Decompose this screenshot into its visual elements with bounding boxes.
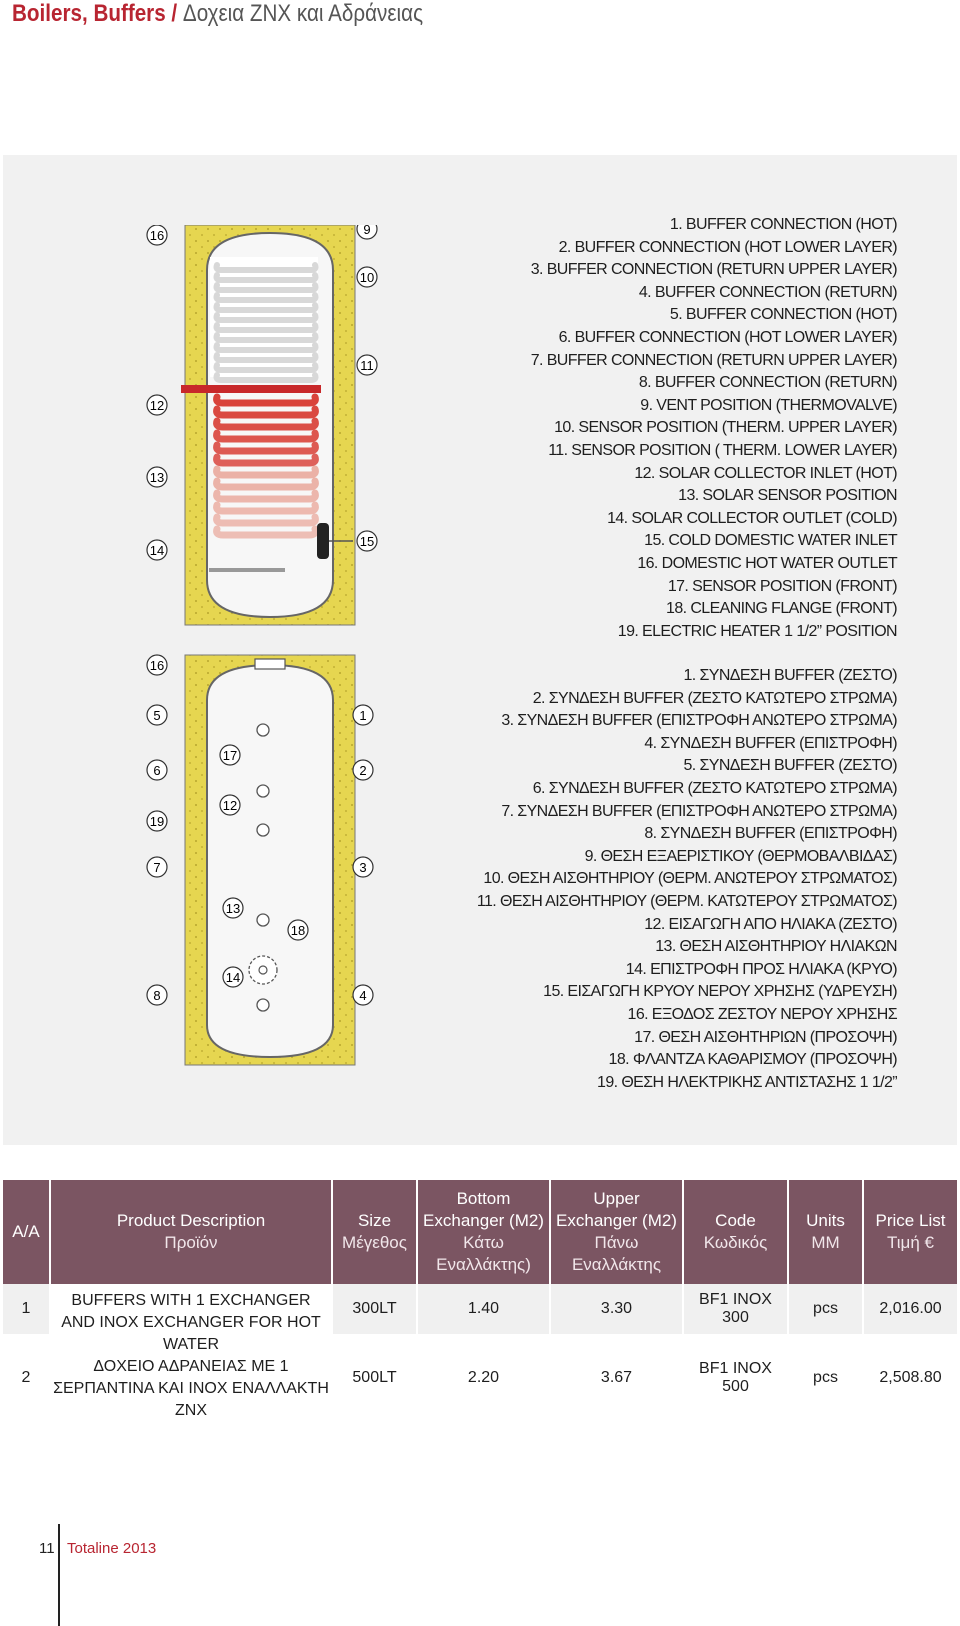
callout-label: 11 [360,358,374,373]
callout-2 [353,760,373,780]
header-row [3,1180,957,1284]
callout-label: 18 [290,923,306,938]
header-label-greek: Τιμή € [887,1233,934,1252]
callout-12-top [147,395,167,415]
header-label: Code [715,1211,756,1230]
legend-item: 16. ΕΞΟΔΟΣ ΖΕΣΤΟΥ ΝΕΡΟΥ ΧΡΗΣΗΣ [627,1005,897,1023]
legend-item: 14. SOLAR COLLECTOR OUTLET (COLD) [607,509,897,527]
callout-label: 16 [149,228,165,243]
legend-item: 4. ΣΥΝΔΕΣΗ BUFFER (ΕΠΙΣΤΡΟΦΗ) [644,734,897,752]
callout-3 [353,857,373,877]
callout-14-top [147,540,167,560]
callout-label: 4 [359,988,367,1003]
cell-aa: 2 [3,1334,49,1422]
callout-12-bottom [220,795,240,815]
callout-label: 9 [363,225,371,237]
callout-label: 2 [359,763,367,778]
legend-greek [477,665,897,1094]
callout-1 [353,705,373,725]
header-label-greek: Προϊόν [164,1233,218,1252]
callout-9 [357,225,377,239]
legend-item: 2. ΣΥΝΔΕΣΗ BUFFER (ΖΕΣΤΟ ΚΑΤΩΤΕΡΟ ΣΤΡΩΜΑ) [532,689,897,707]
callout-7 [147,857,167,877]
table-header [3,1180,957,1284]
callout-label: 5 [153,708,161,723]
legend-item: 5. BUFFER CONNECTION (HOT) [669,306,897,324]
callout-16-top [147,225,167,245]
page-title [12,0,423,28]
cold-inlet-bulb [317,523,329,559]
header-bottom-exchanger [416,1180,549,1284]
header-label: A/A [12,1222,40,1241]
footer-divider [58,1524,60,1626]
cell-code: BF1 INOX 500 [682,1334,787,1422]
callout-18 [288,920,308,940]
footer-brand: Totaline 2013 [67,1540,157,1557]
legend-item: 7. BUFFER CONNECTION (RETURN UPPER LAYER) [530,351,897,369]
callout-label: 19 [149,814,165,829]
legend-item: 17. SENSOR POSITION (FRONT) [667,577,897,595]
legend-item: 11. ΘΕΣΗ ΑΙΣΘΗΤΗΡΙΟΥ (ΘΕΡΜ. ΚΑΤΩΤΕΡΟΥ ΣΤΡΩΜΑΤΟΣ) [476,892,897,910]
legend-item: 19. ELECTRIC HEATER 1 1/2” POSITION [617,622,897,640]
callout-4 [353,985,373,1005]
buffer-tank-diagram [145,225,405,1080]
header-label-greek: Πάνω Εναλλάκτης [571,1233,662,1274]
callout-label: 10 [359,270,375,285]
callout-label: 13 [225,901,241,916]
callout-label: 1 [359,708,367,723]
cell-size: 500LT [331,1334,416,1422]
legend-item: 1. ΣΥΝΔΕΣΗ BUFFER (ΖΕΣΤΟ) [683,667,897,684]
cell-units: pcs [787,1284,862,1334]
header-label: Bottom Exchanger (M2) [423,1189,544,1230]
legend-item: 17. ΘΕΣΗ ΑΙΣΘΗΤΗΡΙΩΝ (ΠΡΟΣΟΨΗ) [634,1028,897,1046]
cell-upper-exchanger: 3.67 [549,1334,682,1422]
legend-item: 14. ΕΠΙΣΤΡΟΦΗ ΠΡΟΣ ΗΛΙΑΚΑ (ΚΡΥΟ) [625,960,897,978]
legend-item: 12. ΕΙΣΑΓΩΓΗ ΑΠΟ ΗΛΙΑΚΑ (ΖΕΣΤΟ) [644,915,897,933]
callout-label: 6 [153,763,161,778]
callout-label: 15 [359,534,375,549]
callout-19 [147,811,167,831]
legend-item: 5. ΣΥΝΔΕΣΗ BUFFER (ΖΕΣΤΟ) [683,757,897,775]
title-greek: Δοχεια ΖΝΧ και Αδράνειας [182,0,424,27]
legend-item: 8. BUFFER CONNECTION (RETURN) [638,374,897,392]
callout-label: 12 [222,798,238,813]
header-label: Product Description [116,1211,266,1230]
header-size [331,1180,416,1284]
callout-label: 3 [359,860,367,875]
header-description [49,1180,331,1284]
price-table [3,1180,957,1422]
lower-coil [217,397,316,535]
legend-item: 9. ΘΕΣΗ ΕΞΑΕΡΙΣΤΙΚΟΥ (ΘΕΡΜΟΒΑΛΒΙΔΑΣ) [584,847,897,865]
legend-item: 19. ΘΕΣΗ ΗΛΕΚΤΡΙΚΗΣ ΑΝΤΙΣΤΑΣΗΣ 1 1/2” [597,1073,897,1091]
title-english: Boilers, Buffers [12,0,166,27]
header-label-greek: Μέγεθος [342,1233,407,1252]
header-label: Size [357,1211,392,1230]
legend-item: 13. ΘΕΣΗ ΑΙΣΘΗΤΗΡΙΟΥ ΗΛΙΑΚΩΝ [655,938,897,956]
header-label: Price List [875,1211,946,1230]
legend-item: 3. ΣΥΝΔΕΣΗ BUFFER (ΕΠΙΣΤΡΟΦΗ ΑΝΩΤΕΡΟ ΣΤΡΩΜΑ) [501,712,897,730]
legend-item: 4. BUFFER CONNECTION (RETURN) [638,283,897,301]
callout-16-bottom [147,655,167,675]
description-english: BUFFERS WITH 1 EXCHANGER AND INOX EXCHANGER FOR HOT WATER [61,1292,321,1353]
legend-item: 11. SENSOR POSITION ( THERM. LOWER LAYER) [548,441,897,459]
header-units [787,1180,862,1284]
lower-tank [147,655,373,1065]
legend-item: 2. BUFFER CONNECTION (HOT LOWER LAYER) [558,238,897,256]
title-separator: / [165,0,183,27]
legend-item: 9. VENT POSITION (THERMOVALVE) [640,396,897,414]
callout-label: 8 [153,988,161,1003]
upper-tank [147,225,377,625]
legend-item: 8. ΣΥΝΔΕΣΗ BUFFER (ΕΠΙΣΤΡΟΦΗ) [644,825,897,843]
cell-units: pcs [787,1334,862,1422]
header-aa [3,1180,49,1284]
callout-17 [220,745,240,765]
callout-label: 14 [149,543,165,558]
lower-tank-body [207,665,333,1057]
legend-item: 15. ΕΙΣΑΓΩΓΗ ΚΡΥΟΥ ΝΕΡΟΥ ΧΡΗΣΗΣ (ΥΔΡΕΥΣΗ) [543,983,897,1001]
cell-price: 2,016.00 [862,1284,957,1334]
header-label: Units [806,1211,845,1230]
callout-6 [147,760,167,780]
callout-5 [147,705,167,725]
callout-13-top [147,467,167,487]
legend-item: 18. ΦΛΑΝΤΖΑ ΚΑΘΑΡΙΣΜΟΥ (ΠΡΟΣΟΨΗ) [608,1051,897,1069]
legend-item: 13. SOLAR SENSOR POSITION [678,487,897,505]
callout-15 [357,531,377,551]
cell-description [49,1284,331,1422]
hot-inlet-pipe [181,385,321,393]
callout-label: 14 [225,970,241,985]
callout-11 [357,355,377,375]
legend-item: 10. SENSOR POSITION (THERM. UPPER LAYER) [554,419,897,437]
header-label-greek: Κωδικός [703,1233,768,1252]
cell-upper-exchanger: 3.30 [549,1284,682,1334]
header-label-greek: MM [811,1233,840,1252]
legend-item: 6. BUFFER CONNECTION (HOT LOWER LAYER) [558,328,897,346]
header-label: Upper Exchanger (M2) [556,1189,677,1230]
callout-label: 16 [149,658,165,673]
cell-bottom-exchanger: 2.20 [416,1334,549,1422]
legend-item: 18. CLEANING FLANGE (FRONT) [666,600,897,618]
callout-10 [357,267,377,287]
legend-item: 10. ΘΕΣΗ ΑΙΣΘΗΤΗΡΙΟΥ (ΘΕΡΜ. ΑΝΩΤΕΡΟΥ ΣΤΡΩΜΑΤΟΣ) [483,870,897,888]
description-greek: ΔΟΧΕΙΟ ΑΔΡΑΝΕΙΑΣ ΜΕ 1 ΣΕΡΠΑΝΤΙΝΑ ΚΑΙ INOX ΕΝΑΛΛΑΚΤΗ ΖΝΧ [53,1358,329,1419]
legend-item: 15. COLD DOMESTIC WATER INLET [644,532,897,550]
callout-label: 7 [153,860,161,875]
callout-8 [147,985,167,1005]
cell-bottom-exchanger: 1.40 [416,1284,549,1334]
cleaning-flange [249,956,277,984]
legend-item: 3. BUFFER CONNECTION (RETURN UPPER LAYER) [530,261,897,279]
cell-aa: 1 [3,1284,49,1334]
header-code [682,1180,787,1284]
upper-coil [217,265,316,380]
callout-label: 13 [149,470,165,485]
callout-14-bottom [223,967,243,987]
page-number: 11 [39,1540,55,1557]
header-label-greek: Κάτω Εναλλάκτης) [436,1233,531,1274]
tank-drawings-svg [145,225,405,1075]
header-price [862,1180,957,1284]
callout-13-bottom [223,898,243,918]
cell-size: 300LT [331,1284,416,1334]
callout-label: 17 [222,748,238,763]
legend-item: 7. ΣΥΝΔΕΣΗ BUFFER (ΕΠΙΣΤΡΟΦΗ ΑΝΩΤΕΡΟ ΣΤΡΩΜΑ) [501,802,897,820]
legend-item: 12. SOLAR COLLECTOR INLET (HOT) [634,464,897,482]
legend-item: 6. ΣΥΝΔΕΣΗ BUFFER (ΖΕΣΤΟ ΚΑΤΩΤΕΡΟ ΣΤΡΩΜΑ) [532,779,897,797]
top-fitting [255,659,285,669]
legend-english [531,214,897,643]
callout-label: 12 [149,398,165,413]
table-row [3,1284,957,1334]
cell-code: BF1 INOX 300 [682,1284,787,1334]
cell-price: 2,508.80 [862,1334,957,1422]
legend-item: 1. BUFFER CONNECTION (HOT) [669,216,897,233]
header-upper-exchanger [549,1180,682,1284]
legend-item: 16. DOMESTIC HOT WATER OUTLET [637,554,897,572]
table-body [3,1284,957,1422]
